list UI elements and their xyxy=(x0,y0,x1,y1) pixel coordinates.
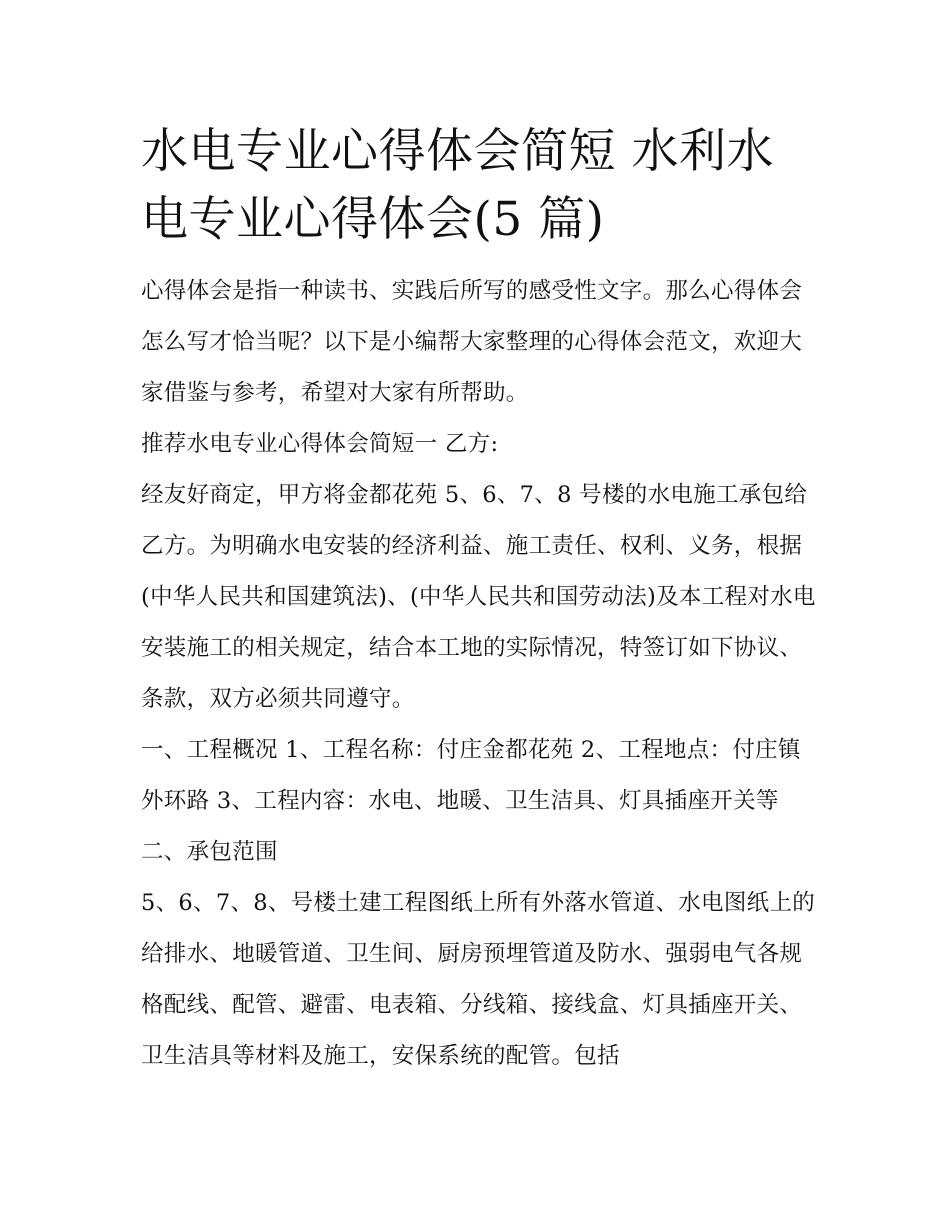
paragraph-scope: 5、6、7、8、号楼土建工程图纸上所有外落水管道、水电图纸上的给排水、地暖管道、卫生间、厨房预埋管道及防水、强弱电气各规格配线、配管、避雷、电表箱、分线箱、接线盒、灯具插座开关、卫生洁具等材料及施工，安保系统的配管。包括 xyxy=(141,890,816,1069)
paragraph-project-overview: 一、工程概况 1、工程名称：付庄金都花苑 2、工程地点：付庄镇外环路 3、工程内容：水电、地暖、卫生洁具、灯具插座开关等 二、承包范围 xyxy=(141,737,801,865)
document-body xyxy=(141,118,821,1082)
paragraph-heading-recommend: 推荐水电专业心得体会简短一 乙方: xyxy=(141,431,499,457)
document-title: 水电专业心得体会简短 水利水电专业心得体会(5 篇) xyxy=(141,124,774,247)
paragraph-agreement: 经友好商定，甲方将金都花苑 5、6、7、8 号楼的水电施工承包给乙方。为明确水电安装的经济利益、施工责任、权利、义务，根据(中华人民共和国建筑法)、(中华人民共和国劳动法)及本工程对水电安装施工的相关规定，结合本工地的实际情况，特签订如下协议、条款，双方必须共同遵守。 xyxy=(141,482,816,712)
paragraph-intro: 心得体会是指一种读书、实践后所写的感受性文字。那么心得体会怎么写才恰当呢？以下是小编帮大家整理的心得体会范文，欢迎大家借鉴与参考，希望对大家有所帮助。 xyxy=(141,278,803,406)
